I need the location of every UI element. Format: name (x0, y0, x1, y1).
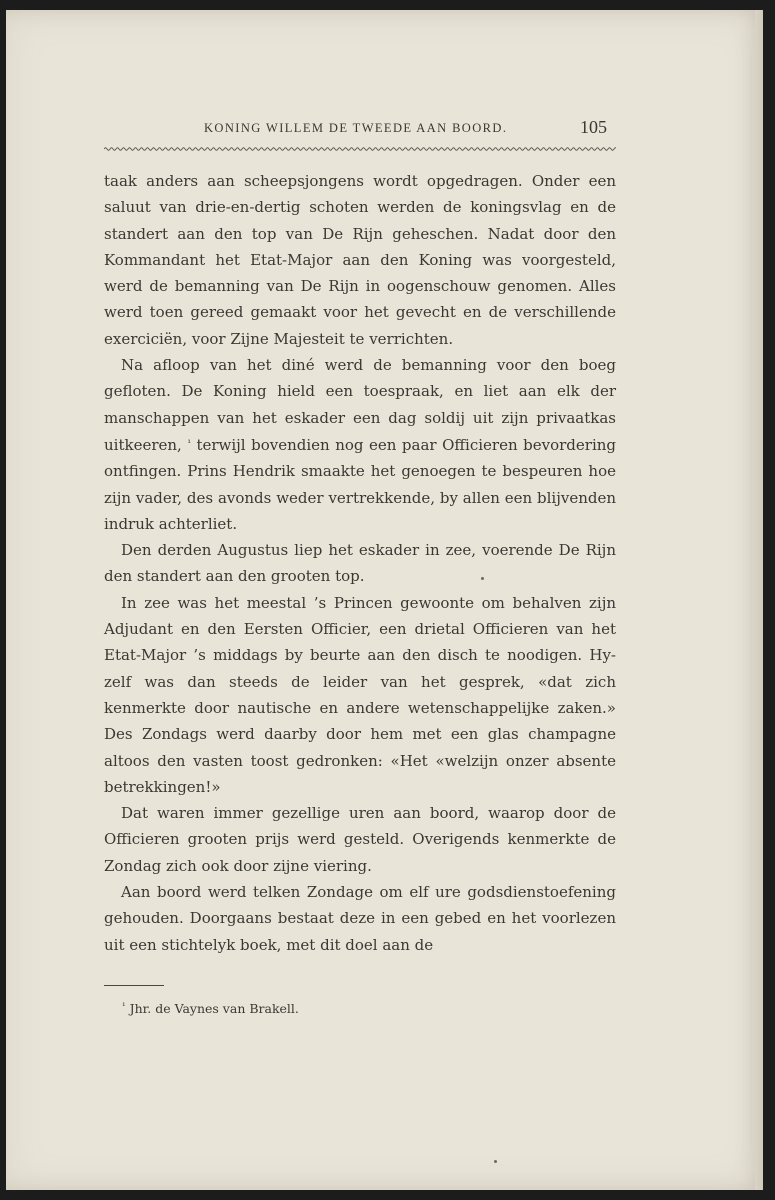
decorative-wavy-rule (104, 145, 616, 153)
page-edge (755, 10, 763, 1190)
paragraph-1: taak anders aan scheepsjongens wordt opgedragen. Onder een saluut van drie-en-dertig schoten werden de koningsvlag en de standert aan den top van De Rijn geheschen. Nadat door den Kommandant het Etat-Major aan den Koning was voorgesteld, werd de bemanning van De Rijn in oogenschouw genomen. Alles werd toen gereed gemaakt voor het gevecht en de verschillende exerciciën, voor Zijne Majesteit te verrichten. (104, 172, 616, 348)
footnote-rule (104, 985, 164, 986)
paragraph-6: Aan boord werd telken Zondage om elf ure godsdienstoefening gehouden. Doorgaans bestaat deze in een gebed en het voorlezen uit een stichtelyk boek, met dit doel aan de (104, 883, 616, 954)
footnote-marker: ¹ (122, 1002, 126, 1012)
paragraph-3: Den derden Augustus liep het eskader in zee, voerende De Rijn den standert aan den grooten top. (104, 541, 616, 586)
footnote-reference: ¹ (187, 438, 191, 449)
paragraph-5: Dat waren immer gezellige uren aan boord, waarop door de Officieren grooten prijs werd gesteld. Overigends kenmerkte de Zondag zich ook door zijne viering. (104, 804, 616, 875)
page-number: 105 (580, 117, 607, 137)
paragraph-2-tail: terwijl bovendien nog een paar Officieren bevordering ontfingen. Prins Hendrik smaakte het genoegen te bespeuren hoe zijn vader, des avonds weder vertrekkende, by allen een blijvenden indruk achterliet. (104, 435, 617, 533)
body-text (104, 168, 616, 958)
paragraph-2 (104, 352, 616, 537)
print-speck (481, 577, 484, 580)
running-head (0, 117, 775, 141)
paragraph-2-text: Na afloop van het diné werd de bemanning voor den boeg gefloten. De Koning hield een toespraak, en liet aan elk der manschappen van het eskader een dag soldij uit zijn privaatkas uitkeeren, (104, 356, 616, 454)
footnote (122, 1001, 299, 1016)
paragraph-4: In zee was het meestal ’s Princen gewoonte om behalven zijn Adjudant en den Eersten Officier, een drietal Officieren van het Etat-Major ’s middags by beurte aan den disch te noodigen. Hy-zelf was dan steeds de leider van het gesprek, «dat zich kenmerkte door nautische en andere wetenschappelijke zaken.» Des Zondags werd daarby door hem met een glas champagne altoos den vasten toost gedronken: «Het «welzijn onzer absente betrekkingen!» (104, 593, 616, 796)
footnote-text: Jhr. de Vaynes van Brakell. (129, 1001, 299, 1016)
running-title: KONING WILLEM DE TWEEDE AAN BOORD. (204, 121, 508, 135)
print-speck (494, 1160, 497, 1163)
